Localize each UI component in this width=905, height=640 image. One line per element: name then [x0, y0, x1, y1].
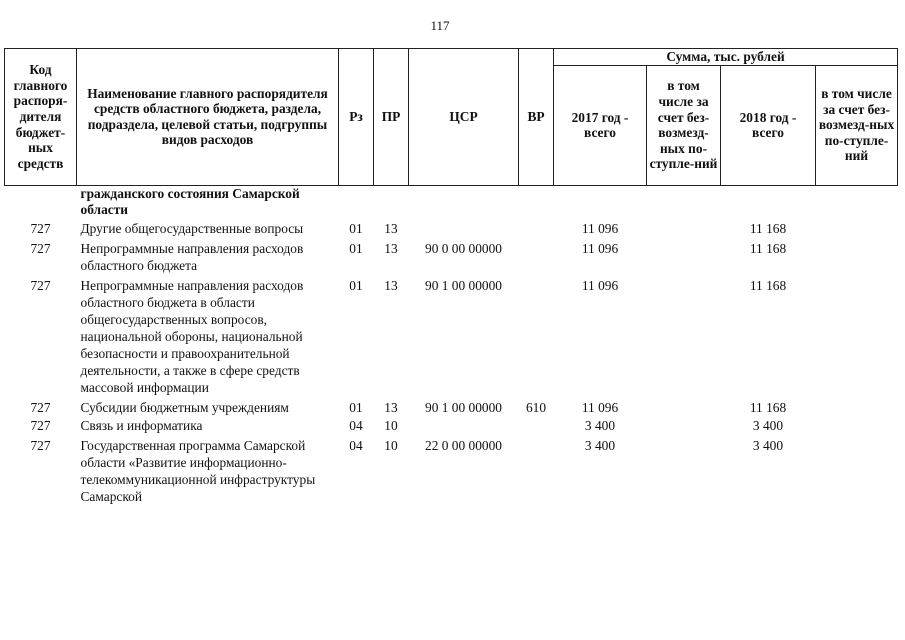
header-code: Код главного распоря-дителя бюджет-ных средств [5, 49, 77, 186]
cell-incl-2018 [816, 237, 898, 274]
cell-total-2017: 11 096 [581, 240, 619, 256]
cell-pr: 13 [384, 277, 398, 293]
cell-total-2017: 11 096 [581, 399, 619, 415]
cell-vr [519, 274, 554, 396]
header-sum: Сумма, тыс. рублей [554, 49, 898, 66]
header-csr: ЦСР [409, 49, 519, 186]
page-number: 117 [430, 18, 450, 33]
table-row [5, 434, 898, 505]
continuation-text: гражданского состояния Самарской области [80, 185, 300, 217]
cell-pr: 13 [384, 220, 398, 236]
cell-name: Субсидии бюджетным учреждениям [80, 399, 289, 415]
cell-csr [409, 218, 519, 237]
cell-rz: 04 [349, 437, 363, 453]
cell-incl-2018 [816, 396, 898, 416]
table-row [5, 416, 898, 434]
cell-pr: 10 [384, 417, 398, 433]
cell-rz: 04 [349, 417, 363, 433]
budget-table [4, 48, 898, 505]
cell-incl-2017 [647, 396, 721, 416]
cell-csr: 90 1 00 00000 [425, 277, 502, 293]
cell-pr: 10 [384, 437, 398, 453]
cell-name: Непрограммные направления расходов областного бюджета [80, 240, 304, 273]
cell-pr: 13 [384, 399, 398, 415]
cell-incl-2017 [647, 416, 721, 434]
cell-code: 727 [30, 277, 51, 293]
cell-incl-2018 [816, 416, 898, 434]
cell-total-2017: 3 400 [584, 437, 616, 453]
cell-rz: 01 [349, 399, 363, 415]
cell-total-2017: 11 096 [581, 220, 619, 236]
header-pr: ПР [374, 49, 409, 186]
cell-total-2017: 11 096 [581, 277, 619, 293]
cell-vr [519, 434, 554, 505]
cell-total-2017: 3 400 [584, 417, 616, 433]
cell-rz: 01 [349, 220, 363, 236]
header-total-2017: 2017 год - всего [554, 65, 647, 185]
cell-csr: 22 0 00 00000 [425, 437, 502, 453]
cell-vr: 610 [525, 399, 547, 415]
header-vr: ВР [519, 49, 554, 186]
cell-incl-2018 [816, 218, 898, 237]
cell-vr [519, 237, 554, 274]
header-total-2018: 2018 год - всего [721, 65, 816, 185]
cell-incl-2017 [647, 434, 721, 505]
cell-csr: 90 1 00 00000 [425, 399, 502, 415]
table-header [5, 49, 898, 186]
cell-vr [519, 218, 554, 237]
cell-incl-2018 [816, 434, 898, 505]
cell-code: 727 [30, 240, 51, 256]
cell-incl-2017 [647, 237, 721, 274]
cell-csr: 90 0 00 00000 [425, 240, 502, 256]
cell-code: 727 [30, 437, 51, 453]
cell-total-2018: 3 400 [752, 437, 784, 453]
cell-csr [409, 416, 519, 434]
table-row [5, 237, 898, 274]
cell-pr: 13 [384, 240, 398, 256]
cell-total-2018: 11 168 [749, 399, 787, 415]
cell-incl-2018 [816, 274, 898, 396]
header-name: Наименование главного распорядителя средств областного бюджета, раздела, подраздела, целевой статьи, подгруппы видов расходов [77, 49, 339, 186]
cell-total-2018: 11 168 [749, 240, 787, 256]
header-incl-2018: в том числе за счет без-возмезд-ных по-ступле-ний [816, 65, 898, 185]
cell-code: 727 [30, 220, 51, 236]
cell-incl-2017 [647, 274, 721, 396]
cell-code: 727 [30, 417, 51, 433]
cell-vr [519, 416, 554, 434]
table-row [5, 218, 898, 237]
table-row [5, 274, 898, 396]
cell-name: Государственная программа Самарской области «Развитие информационно-телекоммуникационной инфраструктуры Самарской [80, 437, 316, 504]
cell-rz: 01 [349, 240, 363, 256]
cell-total-2018: 3 400 [752, 417, 784, 433]
cell-name: Непрограммные направления расходов областного бюджета в области общегосударственных вопросов, национальной обороны, национальной безопасности и правоохранительной деятельности, а также в сфере средств массовой информации [80, 277, 304, 395]
continuation-row [5, 185, 898, 218]
cell-code: 727 [30, 399, 51, 415]
table-body [5, 185, 898, 505]
cell-name: Связь и информатика [80, 417, 203, 433]
cell-total-2018: 11 168 [749, 277, 787, 293]
cell-incl-2017 [647, 218, 721, 237]
cell-name: Другие общегосударственные вопросы [80, 220, 304, 236]
table-row [5, 396, 898, 416]
cell-total-2018: 11 168 [749, 220, 787, 236]
header-rz: Рз [339, 49, 374, 186]
cell-rz: 01 [349, 277, 363, 293]
header-incl-2017: в том числе за счет без-возмезд-ных по-ступле-ний [647, 65, 721, 185]
